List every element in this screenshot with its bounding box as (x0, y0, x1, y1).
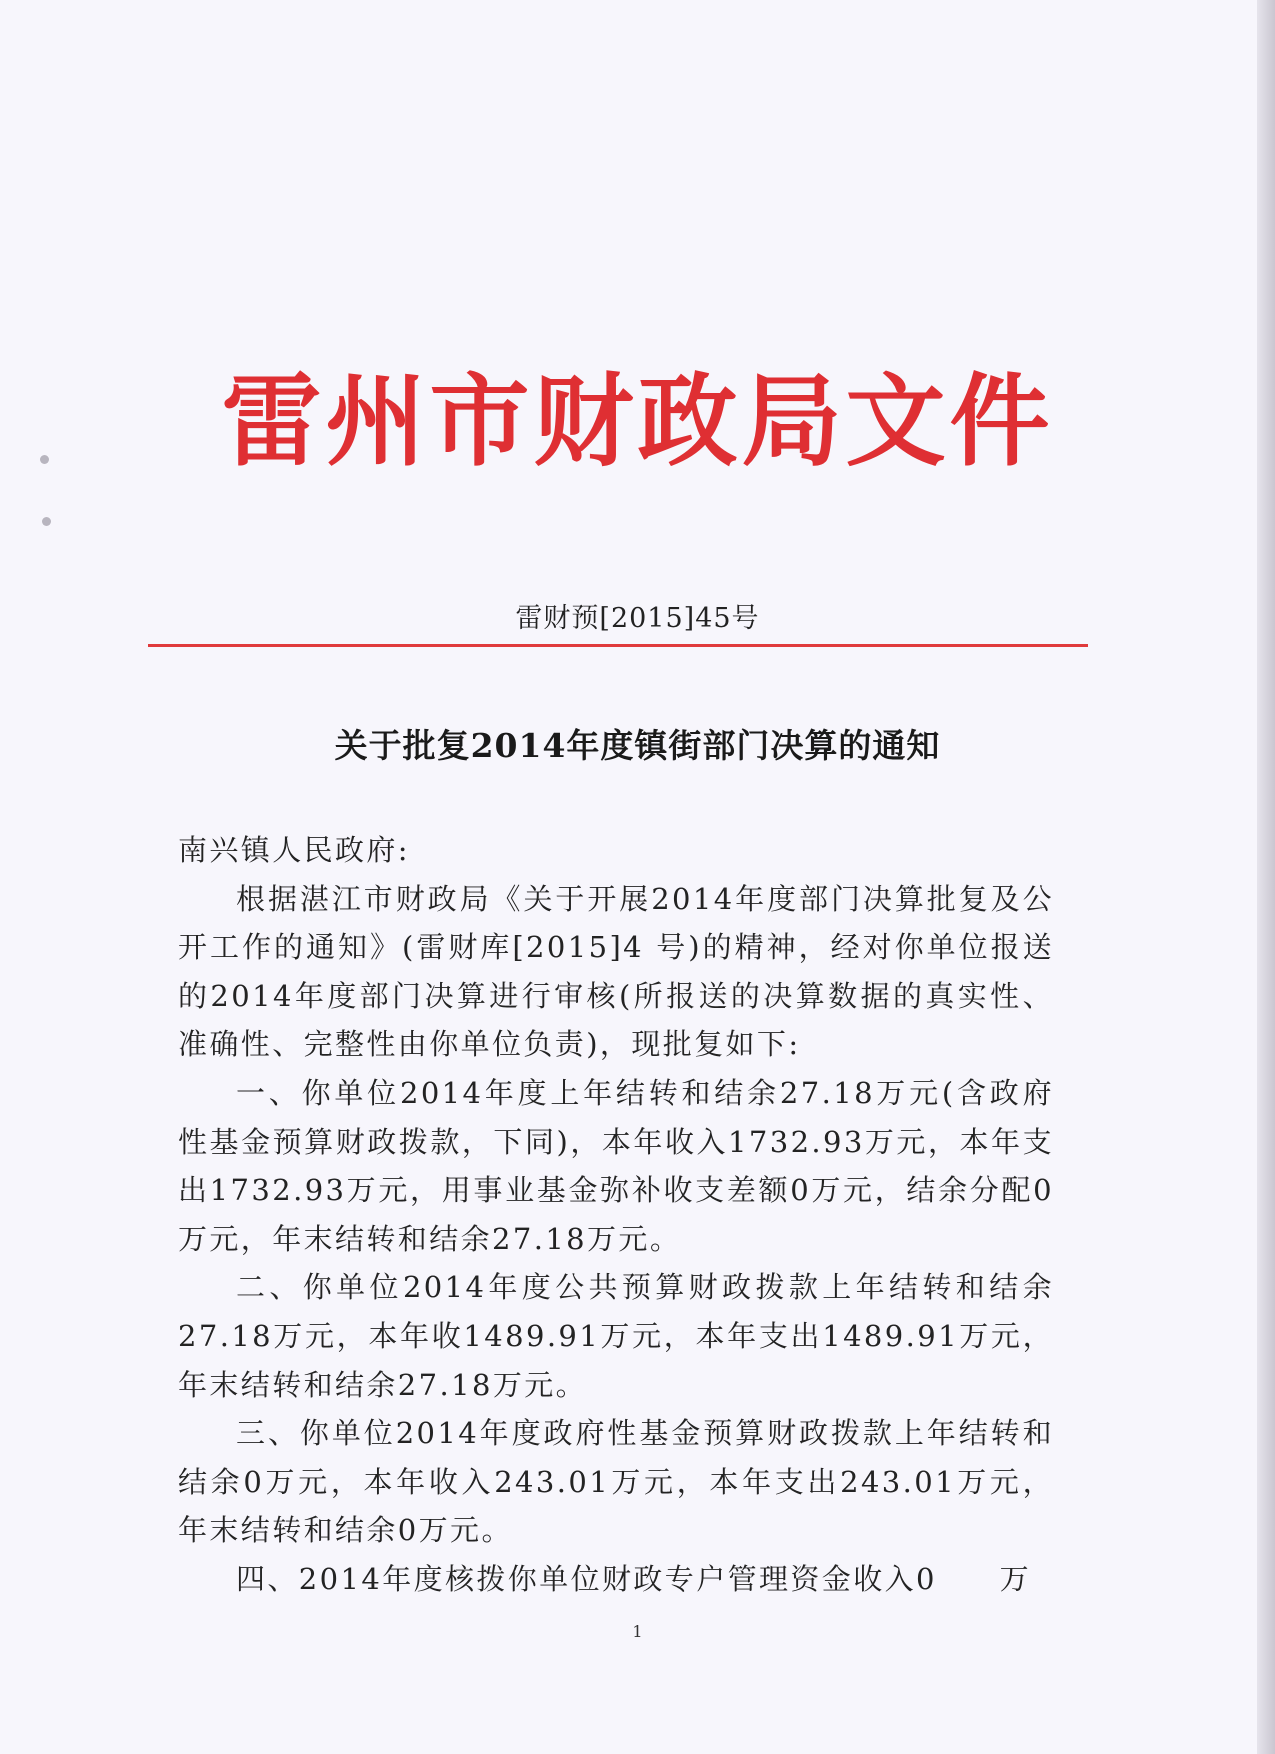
body-paragraph: 三、你单位2014年度政府性基金预算财政拨款上年结转和结余0万元，本年收入243.01万元，本年支出243.01万元，年末结转和结余0万元。 (178, 1416, 1054, 1548)
addressee: 南兴镇人民政府: (178, 833, 410, 867)
red-divider (148, 644, 1088, 647)
body-paragraph: 一、你单位2014年度上年结转和结余27.18万元(含政府性基金预算财政拨款，下同)，本年收入1732.93万元，本年支出1732.93万元，用事业基金弥补收支差额0万元，结余分配0万元，年末结转和结余27.18万元。 (178, 1075, 1054, 1256)
document-body (178, 826, 1054, 1604)
body-paragraph: 四、2014年度核拨你单位财政专户管理资金收入0 万 (236, 1561, 1032, 1596)
scan-edge (1257, 0, 1275, 1754)
page-number: 1 (632, 1622, 643, 1641)
document-number: 雷财预[2015]45号 (515, 603, 760, 634)
masthead: 雷州市财政局文件 (221, 363, 1054, 480)
body-paragraph: 根据湛江市财政局《关于开展2014年度部门决算批复及公开工作的通知》(雷财库[2015]4 号)的精神，经对你单位报送的2014年度部门决算进行审核(所报送的决算数据的真实性、准确性、完整性由你单位负责)，现批复如下: (178, 881, 1054, 1062)
body-paragraph: 二、你单位2014年度公共预算财政拨款上年结转和结余27.18万元，本年收1489.91万元，本年支出1489.91万元，年末结转和结余27.18万元。 (178, 1270, 1054, 1402)
document-title: 关于批复2014年度镇街部门决算的通知 (334, 726, 941, 765)
punch-hole (42, 517, 51, 526)
